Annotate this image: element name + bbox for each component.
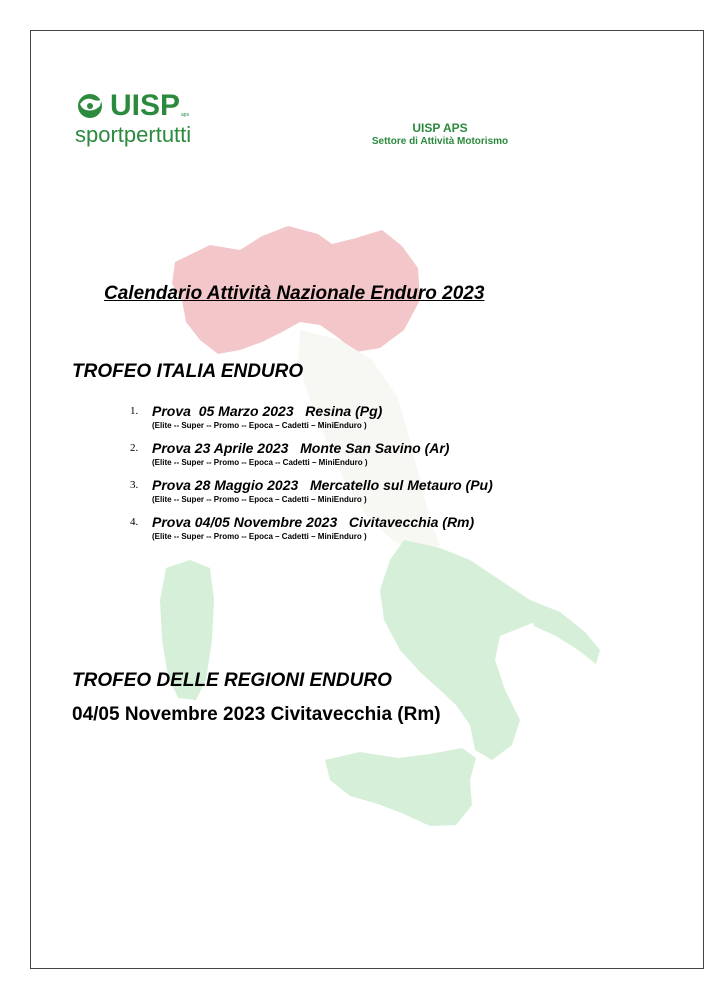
- uisp-logo: [72, 90, 222, 160]
- event-label: Prova 23 Aprile 2023 Monte San Savino (Ar): [152, 440, 450, 456]
- event-categories: (Elite -- Super -- Promo -- Epoca – Cadetti – MiniEnduro ): [152, 495, 367, 504]
- event-categories: (Elite -- Super -- Promo -- Epoca -- Cadetti – MiniEnduro ): [152, 458, 368, 467]
- trofeo-regioni-event: 04/05 Novembre 2023 Civitavecchia (Rm): [72, 704, 441, 725]
- list-item: [130, 440, 610, 477]
- event-categories: (Elite -- Super -- Promo -- Epoca – Cadetti – MiniEnduro ): [152, 421, 367, 430]
- event-label: Prova 28 Maggio 2023 Mercatello sul Metauro (Pu): [152, 477, 493, 493]
- event-label: Prova 05 Marzo 2023 Resina (Pg): [152, 403, 383, 419]
- org-name: UISP APS: [412, 121, 468, 135]
- event-list: [130, 403, 610, 551]
- trofeo-italia-heading: TROFEO ITALIA ENDURO: [72, 361, 304, 382]
- event-label: Prova 04/05 Novembre 2023 Civitavecchia (Rm): [152, 514, 475, 530]
- list-item: [130, 514, 610, 551]
- event-categories: (Elite -- Super -- Promo -- Epoca – Cadetti – MiniEnduro ): [152, 532, 367, 541]
- logo-aps-suffix: aps: [181, 112, 190, 118]
- event-number: 3.: [130, 479, 139, 491]
- document-title: Calendario Attività Nazionale Enduro 2023: [104, 283, 485, 304]
- list-item: [130, 477, 610, 514]
- org-sector: Settore di Attività Motorismo: [371, 136, 509, 147]
- event-number: 1.: [130, 405, 139, 417]
- event-number: 2.: [130, 442, 139, 454]
- logo-wordmark: UISP: [110, 89, 181, 122]
- trofeo-regioni-heading: TROFEO DELLE REGIONI ENDURO: [72, 670, 392, 691]
- organization-header: [330, 121, 550, 149]
- list-item: [130, 403, 610, 440]
- uisp-emblem-icon: [72, 92, 108, 120]
- event-number: 4.: [130, 516, 139, 528]
- logo-tagline: sportpertutti: [75, 122, 192, 147]
